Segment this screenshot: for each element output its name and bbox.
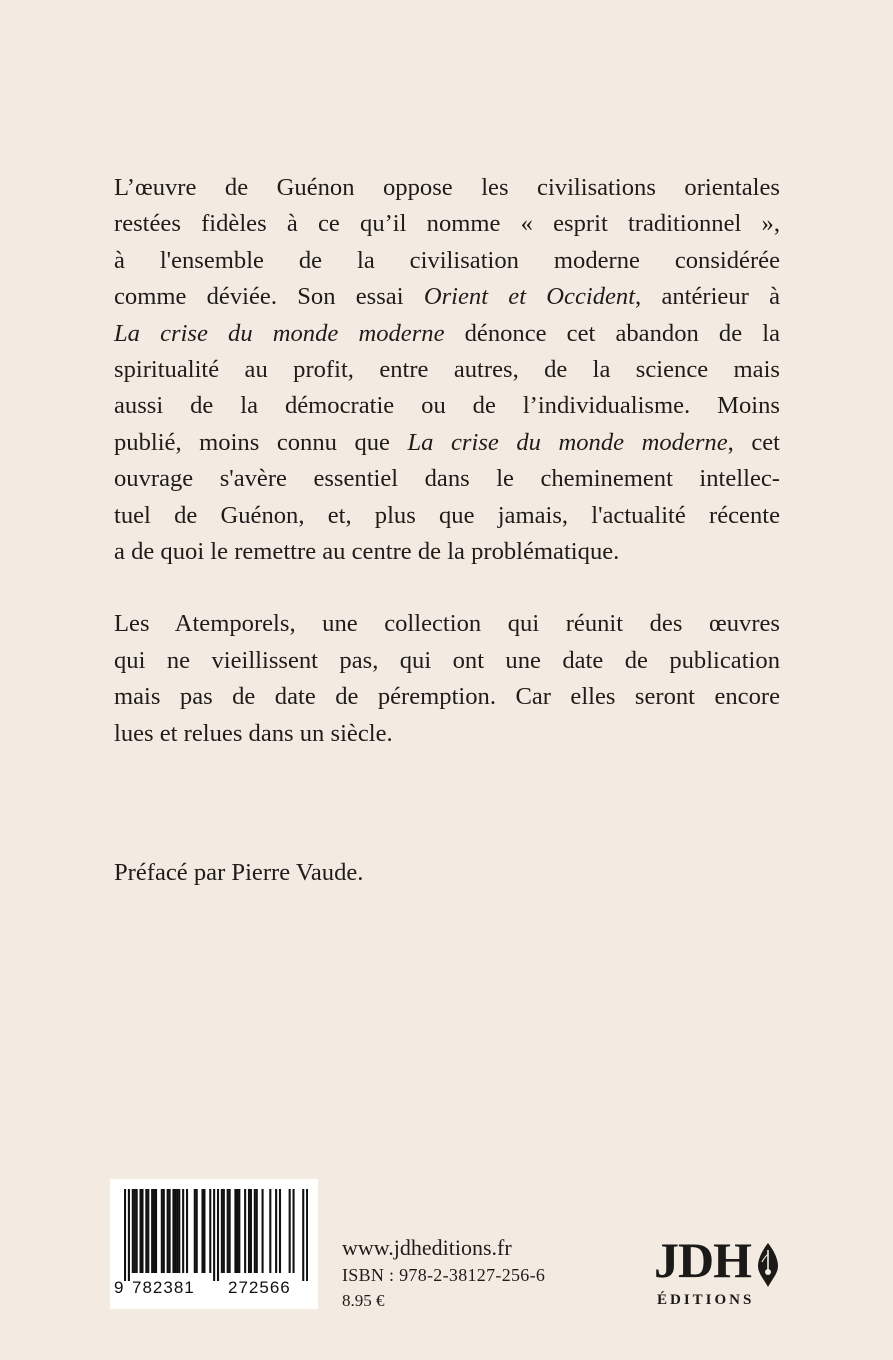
barcode-bar (194, 1189, 196, 1273)
barcode-bar (153, 1189, 155, 1273)
barcode-bar (203, 1189, 205, 1273)
jdh-editions-logo (651, 1230, 781, 1314)
barcode-bar (147, 1189, 149, 1273)
text-run: restées fidèles à ce qu’il nomme « esprit traditionnel », (114, 210, 780, 238)
barcode-bar (234, 1189, 236, 1273)
barcode-bars (124, 1189, 308, 1281)
preface-credit: Préfacé par Pierre Vaude. (114, 859, 364, 886)
text-run: aussi de la démocratie ou de l’individualisme. Moins (114, 392, 780, 420)
barcode-bar (136, 1189, 138, 1273)
barcode-bar (201, 1189, 203, 1273)
barcode-bar (182, 1189, 184, 1273)
barcode-bar (169, 1189, 171, 1273)
barcode-bar (217, 1189, 219, 1281)
barcode-bar (306, 1189, 308, 1281)
barcode-bar (289, 1189, 291, 1273)
text-line (114, 170, 780, 206)
text-run: , cet (727, 428, 780, 456)
barcode-bar (145, 1189, 147, 1273)
text-line (114, 461, 780, 497)
barcode-leading-digit: 9 (114, 1278, 125, 1297)
barcode-bar (227, 1189, 229, 1273)
text-run: Les Atemporels, une collection qui réunit des œuvres (114, 610, 780, 638)
text-run: mais pas de date de péremption. Car elles seront encore (114, 683, 780, 711)
barcode-bar (229, 1189, 231, 1273)
barcode-bar (174, 1189, 176, 1273)
barcode-bar (269, 1189, 271, 1273)
book-title: Orient et Occident (423, 283, 636, 311)
text-line (114, 243, 780, 279)
text-line (114, 206, 780, 242)
barcode-bar (244, 1189, 246, 1273)
blurb-paragraph-1 (114, 170, 780, 570)
barcode-bar (176, 1189, 178, 1273)
barcode-bar (132, 1189, 134, 1273)
text-line (114, 643, 780, 679)
blurb-paragraph-2 (114, 606, 780, 752)
text-run: comme déviée. Son essai (114, 283, 424, 311)
book-title: La crise du monde moderne (114, 319, 445, 347)
text-line (114, 534, 780, 570)
barcode-bar (139, 1189, 141, 1273)
text-run: qui ne vieillissent pas, qui ont une date de publication (114, 646, 780, 674)
text-run: spiritualité au profit, entre autres, de la science mais (114, 356, 780, 384)
barcode-bar (254, 1189, 256, 1273)
text-line (114, 679, 780, 715)
logo-letters: JDH (654, 1232, 751, 1288)
barcode-bar (172, 1189, 174, 1273)
back-cover-blurb (114, 170, 780, 752)
barcode-bar (250, 1189, 252, 1273)
isbn-number: ISBN : 978-2-38127-256-6 (342, 1265, 546, 1285)
text-run: a de quoi le remettre au centre de la problématique. (114, 538, 620, 566)
barcode-bar (223, 1189, 225, 1273)
text-line (114, 279, 780, 315)
barcode-bar (151, 1189, 153, 1273)
barcode-bar (155, 1189, 157, 1273)
text-run: , antérieur à (635, 283, 781, 311)
logo-subtitle: ÉDITIONS (657, 1292, 755, 1308)
barcode-bar (161, 1189, 163, 1273)
book-title: La crise du monde moderne (407, 428, 728, 456)
barcode-bar (248, 1189, 250, 1273)
barcode-left-group: 782381 (132, 1278, 195, 1297)
text-line (114, 498, 780, 534)
text-run: dénonce cet abandon de la (444, 319, 780, 347)
barcode-bar (275, 1189, 277, 1273)
isbn-barcode (110, 1179, 318, 1309)
text-run: ouvrage s'avère essentiel dans le cheminement intellec- (114, 465, 780, 493)
text-line (114, 606, 780, 642)
text-line (114, 352, 780, 388)
price: 8.95 € (342, 1291, 385, 1310)
fountain-pen-nib-icon (755, 1242, 781, 1288)
barcode-bar (209, 1189, 211, 1273)
barcode-bar (262, 1189, 264, 1273)
text-line (114, 316, 780, 352)
publisher-info (342, 1234, 545, 1314)
barcode-bar (128, 1189, 130, 1281)
text-run: à l'ensemble de la civilisation moderne considérée (114, 246, 780, 274)
barcode-bar (178, 1189, 180, 1273)
barcode-bar (213, 1189, 215, 1281)
barcode-bar (238, 1189, 240, 1273)
barcode-bar (196, 1189, 198, 1273)
text-run: L’œuvre de Guénon oppose les civilisations orientales (114, 174, 780, 201)
barcode-bar (221, 1189, 223, 1273)
barcode-bar (279, 1189, 281, 1273)
text-line (114, 425, 780, 461)
barcode-bar (236, 1189, 238, 1273)
text-run: tuel de Guénon, et, plus que jamais, l'actualité récente (114, 501, 780, 529)
text-line (114, 388, 780, 424)
barcode-bar (124, 1189, 126, 1281)
barcode-bar (134, 1189, 136, 1273)
barcode-bar (293, 1189, 295, 1273)
barcode-bar (256, 1189, 258, 1273)
text-run: lues et relues dans un siècle. (114, 719, 393, 747)
barcode-bar (167, 1189, 169, 1273)
barcode-bar (141, 1189, 143, 1273)
barcode-bar (163, 1189, 165, 1273)
publisher-website: www.jdheditions.fr (342, 1235, 512, 1260)
text-run: publié, moins connu que (114, 428, 408, 456)
text-line (114, 716, 780, 752)
barcode-bar (186, 1189, 188, 1273)
barcode-bar (302, 1189, 304, 1281)
barcode-right-group: 272566 (228, 1278, 291, 1297)
